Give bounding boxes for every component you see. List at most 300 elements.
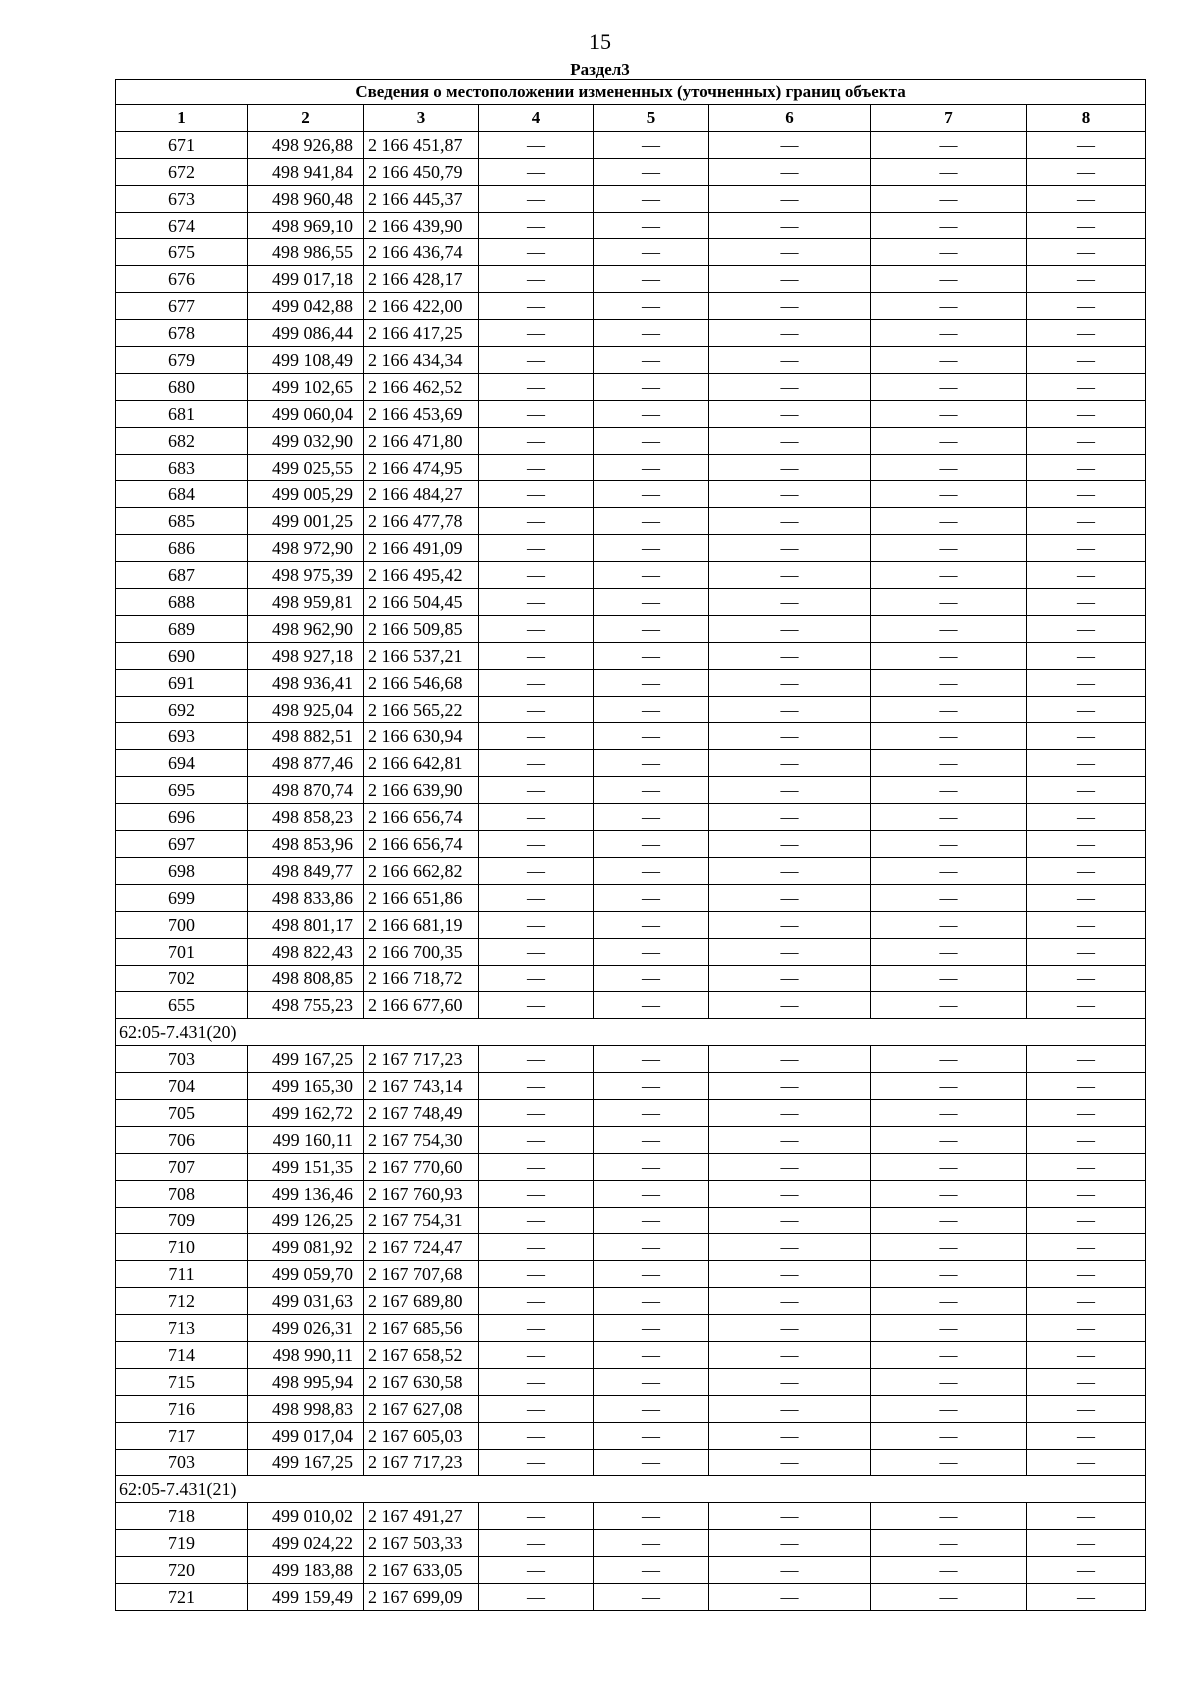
point-number: 709 — [116, 1207, 248, 1234]
empty-value-cell: — — [709, 454, 871, 481]
empty-value-cell: — — [1027, 642, 1146, 669]
empty-value-cell: — — [594, 938, 709, 965]
empty-value-cell: — — [871, 266, 1027, 293]
empty-value-cell: — — [871, 723, 1027, 750]
empty-value-cell: — — [871, 347, 1027, 374]
y-coordinate: 2 167 689,80 — [364, 1288, 479, 1315]
empty-value-cell: — — [594, 911, 709, 938]
x-coordinate: 499 162,72 — [248, 1099, 364, 1126]
empty-value-cell: — — [871, 589, 1027, 616]
table-row — [116, 831, 1146, 858]
empty-value-cell: — — [479, 293, 594, 320]
empty-value-cell: — — [871, 615, 1027, 642]
empty-value-cell: — — [871, 212, 1027, 239]
empty-value-cell: — — [709, 723, 871, 750]
empty-value-cell: — — [479, 1288, 594, 1315]
column-number: 2 — [248, 105, 364, 132]
empty-value-cell: — — [871, 158, 1027, 185]
empty-value-cell: — — [1027, 1288, 1146, 1315]
y-coordinate: 2 166 484,27 — [364, 481, 479, 508]
empty-value-cell: — — [594, 1180, 709, 1207]
column-number: 8 — [1027, 105, 1146, 132]
point-number: 703 — [116, 1449, 248, 1476]
empty-value-cell: — — [871, 884, 1027, 911]
empty-value-cell: — — [871, 696, 1027, 723]
column-number: 6 — [709, 105, 871, 132]
empty-value-cell: — — [871, 131, 1027, 158]
empty-value-cell: — — [479, 347, 594, 374]
empty-value-cell: — — [594, 669, 709, 696]
empty-value-cell: — — [709, 293, 871, 320]
point-number: 704 — [116, 1073, 248, 1100]
empty-value-cell: — — [1027, 1422, 1146, 1449]
table-row — [116, 562, 1146, 589]
y-coordinate: 2 166 428,17 — [364, 266, 479, 293]
x-coordinate: 499 032,90 — [248, 427, 364, 454]
y-coordinate: 2 167 491,27 — [364, 1503, 479, 1530]
empty-value-cell: — — [871, 400, 1027, 427]
point-number: 684 — [116, 481, 248, 508]
empty-value-cell: — — [709, 1503, 871, 1530]
empty-value-cell: — — [594, 884, 709, 911]
empty-value-cell: — — [479, 1180, 594, 1207]
empty-value-cell: — — [1027, 1449, 1146, 1476]
empty-value-cell: — — [871, 1341, 1027, 1368]
empty-value-cell: — — [709, 642, 871, 669]
table-row — [116, 427, 1146, 454]
table-row — [116, 884, 1146, 911]
empty-value-cell: — — [1027, 320, 1146, 347]
empty-value-cell: — — [479, 1583, 594, 1610]
empty-value-cell: — — [709, 669, 871, 696]
empty-value-cell: — — [479, 266, 594, 293]
y-coordinate: 2 166 471,80 — [364, 427, 479, 454]
column-number: 3 — [364, 105, 479, 132]
y-coordinate: 2 166 656,74 — [364, 831, 479, 858]
empty-value-cell: — — [594, 1368, 709, 1395]
column-number-row — [116, 105, 1146, 132]
empty-value-cell: — — [871, 535, 1027, 562]
empty-value-cell: — — [1027, 723, 1146, 750]
empty-value-cell: — — [871, 562, 1027, 589]
table-row — [116, 212, 1146, 239]
empty-value-cell: — — [709, 508, 871, 535]
table-row — [116, 1180, 1146, 1207]
empty-value-cell: — — [1027, 1261, 1146, 1288]
table-row — [116, 804, 1146, 831]
y-coordinate: 2 167 724,47 — [364, 1234, 479, 1261]
empty-value-cell: — — [871, 1395, 1027, 1422]
x-coordinate: 498 926,88 — [248, 131, 364, 158]
x-coordinate: 499 017,04 — [248, 1422, 364, 1449]
empty-value-cell: — — [871, 185, 1027, 212]
empty-value-cell: — — [479, 804, 594, 831]
x-coordinate: 499 081,92 — [248, 1234, 364, 1261]
empty-value-cell: — — [479, 938, 594, 965]
empty-value-cell: — — [594, 1099, 709, 1126]
empty-value-cell: — — [709, 1153, 871, 1180]
y-coordinate: 2 166 718,72 — [364, 965, 479, 992]
empty-value-cell: — — [594, 131, 709, 158]
table-title: Сведения о местоположении измененных (уточненных) границ объекта — [116, 80, 1146, 105]
y-coordinate: 2 167 685,56 — [364, 1315, 479, 1342]
empty-value-cell: — — [871, 965, 1027, 992]
x-coordinate: 499 136,46 — [248, 1180, 364, 1207]
point-number: 713 — [116, 1315, 248, 1342]
empty-value-cell: — — [709, 266, 871, 293]
empty-value-cell: — — [1027, 965, 1146, 992]
empty-value-cell: — — [709, 884, 871, 911]
empty-value-cell: — — [479, 615, 594, 642]
empty-value-cell: — — [1027, 1153, 1146, 1180]
x-coordinate: 499 183,88 — [248, 1557, 364, 1584]
empty-value-cell: — — [594, 831, 709, 858]
empty-value-cell: — — [1027, 508, 1146, 535]
empty-value-cell: — — [594, 857, 709, 884]
x-coordinate: 499 165,30 — [248, 1073, 364, 1100]
point-number: 715 — [116, 1368, 248, 1395]
point-number: 655 — [116, 992, 248, 1019]
table-row — [116, 1530, 1146, 1557]
y-coordinate: 2 167 760,93 — [364, 1180, 479, 1207]
empty-value-cell: — — [709, 992, 871, 1019]
empty-value-cell: — — [479, 1046, 594, 1073]
empty-value-cell: — — [709, 911, 871, 938]
empty-value-cell: — — [479, 1261, 594, 1288]
empty-value-cell: — — [709, 212, 871, 239]
point-number: 721 — [116, 1583, 248, 1610]
point-number: 706 — [116, 1126, 248, 1153]
table-row — [116, 1153, 1146, 1180]
point-number: 697 — [116, 831, 248, 858]
table-row — [116, 1422, 1146, 1449]
table-row — [116, 938, 1146, 965]
empty-value-cell: — — [479, 589, 594, 616]
empty-value-cell: — — [479, 1234, 594, 1261]
empty-value-cell: — — [594, 400, 709, 427]
empty-value-cell: — — [594, 1288, 709, 1315]
y-coordinate: 2 166 436,74 — [364, 239, 479, 266]
y-coordinate: 2 166 681,19 — [364, 911, 479, 938]
empty-value-cell: — — [1027, 400, 1146, 427]
empty-value-cell: — — [594, 212, 709, 239]
point-number: 680 — [116, 373, 248, 400]
x-coordinate: 499 001,25 — [248, 508, 364, 535]
y-coordinate: 2 167 605,03 — [364, 1422, 479, 1449]
empty-value-cell: — — [1027, 669, 1146, 696]
empty-value-cell: — — [1027, 266, 1146, 293]
empty-value-cell: — — [1027, 1557, 1146, 1584]
empty-value-cell: — — [871, 373, 1027, 400]
empty-value-cell: — — [871, 293, 1027, 320]
empty-value-cell: — — [709, 857, 871, 884]
empty-value-cell: — — [871, 1099, 1027, 1126]
x-coordinate: 498 972,90 — [248, 535, 364, 562]
empty-value-cell: — — [594, 508, 709, 535]
point-number: 716 — [116, 1395, 248, 1422]
empty-value-cell: — — [594, 427, 709, 454]
y-coordinate: 2 167 717,23 — [364, 1449, 479, 1476]
table-row — [116, 400, 1146, 427]
x-coordinate: 498 882,51 — [248, 723, 364, 750]
empty-value-cell: — — [709, 1099, 871, 1126]
y-coordinate: 2 166 642,81 — [364, 750, 479, 777]
y-coordinate: 2 166 630,94 — [364, 723, 479, 750]
empty-value-cell: — — [871, 481, 1027, 508]
empty-value-cell: — — [1027, 481, 1146, 508]
empty-value-cell: — — [479, 696, 594, 723]
point-number: 701 — [116, 938, 248, 965]
empty-value-cell: — — [479, 642, 594, 669]
y-coordinate: 2 166 537,21 — [364, 642, 479, 669]
empty-value-cell: — — [1027, 1395, 1146, 1422]
column-number: 1 — [116, 105, 248, 132]
empty-value-cell: — — [871, 1422, 1027, 1449]
y-coordinate: 2 167 754,31 — [364, 1207, 479, 1234]
empty-value-cell: — — [479, 884, 594, 911]
empty-value-cell: — — [594, 642, 709, 669]
empty-value-cell: — — [1027, 1046, 1146, 1073]
empty-value-cell: — — [709, 777, 871, 804]
table-row — [116, 1126, 1146, 1153]
point-number: 690 — [116, 642, 248, 669]
y-coordinate: 2 166 495,42 — [364, 562, 479, 589]
point-number: 671 — [116, 131, 248, 158]
empty-value-cell: — — [871, 508, 1027, 535]
empty-value-cell: — — [1027, 1368, 1146, 1395]
point-number: 691 — [116, 669, 248, 696]
empty-value-cell: — — [479, 1395, 594, 1422]
group-label: 62:05-7.431(20) — [116, 1019, 1146, 1046]
x-coordinate: 498 858,23 — [248, 804, 364, 831]
empty-value-cell: — — [594, 1395, 709, 1422]
empty-value-cell: — — [594, 266, 709, 293]
y-coordinate: 2 166 565,22 — [364, 696, 479, 723]
empty-value-cell: — — [871, 1261, 1027, 1288]
empty-value-cell: — — [479, 508, 594, 535]
table-row — [116, 1261, 1146, 1288]
table-row — [116, 266, 1146, 293]
table-row — [116, 857, 1146, 884]
empty-value-cell: — — [594, 804, 709, 831]
empty-value-cell: — — [709, 1341, 871, 1368]
point-number: 677 — [116, 293, 248, 320]
x-coordinate: 499 026,31 — [248, 1315, 364, 1342]
group-header-row — [116, 1476, 1146, 1503]
empty-value-cell: — — [479, 965, 594, 992]
point-number: 714 — [116, 1341, 248, 1368]
point-number: 700 — [116, 911, 248, 938]
empty-value-cell: — — [871, 1180, 1027, 1207]
empty-value-cell: — — [479, 831, 594, 858]
empty-value-cell: — — [709, 1126, 871, 1153]
y-coordinate: 2 167 770,60 — [364, 1153, 479, 1180]
empty-value-cell: — — [709, 1557, 871, 1584]
empty-value-cell: — — [479, 158, 594, 185]
x-coordinate: 498 962,90 — [248, 615, 364, 642]
point-number: 712 — [116, 1288, 248, 1315]
empty-value-cell: — — [1027, 804, 1146, 831]
y-coordinate: 2 167 503,33 — [364, 1530, 479, 1557]
empty-value-cell: — — [594, 1207, 709, 1234]
empty-value-cell: — — [709, 1530, 871, 1557]
empty-value-cell: — — [871, 750, 1027, 777]
empty-value-cell: — — [479, 373, 594, 400]
empty-value-cell: — — [709, 1046, 871, 1073]
table-row — [116, 965, 1146, 992]
empty-value-cell: — — [594, 1153, 709, 1180]
column-number: 5 — [594, 105, 709, 132]
point-number: 710 — [116, 1234, 248, 1261]
empty-value-cell: — — [709, 696, 871, 723]
empty-value-cell: — — [709, 1449, 871, 1476]
empty-value-cell: — — [479, 481, 594, 508]
y-coordinate: 2 167 633,05 — [364, 1557, 479, 1584]
empty-value-cell: — — [709, 185, 871, 212]
y-coordinate: 2 167 754,30 — [364, 1126, 479, 1153]
empty-value-cell: — — [594, 1583, 709, 1610]
table-row — [116, 239, 1146, 266]
y-coordinate: 2 166 509,85 — [364, 615, 479, 642]
empty-value-cell: — — [709, 1422, 871, 1449]
x-coordinate: 499 160,11 — [248, 1126, 364, 1153]
empty-value-cell: — — [1027, 884, 1146, 911]
y-coordinate: 2 166 417,25 — [364, 320, 479, 347]
y-coordinate: 2 166 451,87 — [364, 131, 479, 158]
empty-value-cell: — — [1027, 615, 1146, 642]
empty-value-cell: — — [1027, 212, 1146, 239]
empty-value-cell: — — [709, 804, 871, 831]
empty-value-cell: — — [709, 1207, 871, 1234]
table-row — [116, 481, 1146, 508]
empty-value-cell: — — [594, 239, 709, 266]
empty-value-cell: — — [871, 804, 1027, 831]
empty-value-cell: — — [479, 669, 594, 696]
y-coordinate: 2 166 700,35 — [364, 938, 479, 965]
empty-value-cell: — — [871, 1530, 1027, 1557]
point-number: 719 — [116, 1530, 248, 1557]
empty-value-cell: — — [709, 1073, 871, 1100]
empty-value-cell: — — [709, 158, 871, 185]
x-coordinate: 499 126,25 — [248, 1207, 364, 1234]
empty-value-cell: — — [594, 1234, 709, 1261]
table-row — [116, 696, 1146, 723]
empty-value-cell: — — [709, 1180, 871, 1207]
empty-value-cell: — — [479, 1422, 594, 1449]
point-number: 699 — [116, 884, 248, 911]
empty-value-cell: — — [479, 1099, 594, 1126]
table-row — [116, 293, 1146, 320]
empty-value-cell: — — [479, 1530, 594, 1557]
empty-value-cell: — — [479, 320, 594, 347]
table-row — [116, 320, 1146, 347]
empty-value-cell: — — [709, 1315, 871, 1342]
table-row — [116, 777, 1146, 804]
point-number: 676 — [116, 266, 248, 293]
empty-value-cell: — — [709, 938, 871, 965]
empty-value-cell: — — [594, 965, 709, 992]
empty-value-cell: — — [479, 1557, 594, 1584]
empty-value-cell: — — [479, 1368, 594, 1395]
point-number: 694 — [116, 750, 248, 777]
empty-value-cell: — — [1027, 1073, 1146, 1100]
empty-value-cell: — — [1027, 373, 1146, 400]
empty-value-cell: — — [479, 1207, 594, 1234]
point-number: 692 — [116, 696, 248, 723]
empty-value-cell: — — [594, 992, 709, 1019]
table-row — [116, 642, 1146, 669]
empty-value-cell: — — [594, 1422, 709, 1449]
empty-value-cell: — — [594, 1557, 709, 1584]
y-coordinate: 2 167 707,68 — [364, 1261, 479, 1288]
empty-value-cell: — — [871, 1449, 1027, 1476]
x-coordinate: 498 986,55 — [248, 239, 364, 266]
empty-value-cell: — — [871, 1315, 1027, 1342]
table-row — [116, 615, 1146, 642]
empty-value-cell: — — [479, 454, 594, 481]
empty-value-cell: — — [871, 831, 1027, 858]
point-number: 698 — [116, 857, 248, 884]
table-row — [116, 1368, 1146, 1395]
empty-value-cell: — — [479, 212, 594, 239]
empty-value-cell: — — [709, 1368, 871, 1395]
empty-value-cell: — — [479, 562, 594, 589]
table-row — [116, 185, 1146, 212]
empty-value-cell: — — [1027, 1315, 1146, 1342]
empty-value-cell: — — [1027, 911, 1146, 938]
x-coordinate: 498 941,84 — [248, 158, 364, 185]
empty-value-cell: — — [871, 1073, 1027, 1100]
empty-value-cell: — — [709, 427, 871, 454]
y-coordinate: 2 166 662,82 — [364, 857, 479, 884]
point-number: 686 — [116, 535, 248, 562]
x-coordinate: 498 975,39 — [248, 562, 364, 589]
x-coordinate: 498 925,04 — [248, 696, 364, 723]
empty-value-cell: — — [709, 347, 871, 374]
point-number: 689 — [116, 615, 248, 642]
coordinates-table — [115, 79, 1146, 1611]
x-coordinate: 499 024,22 — [248, 1530, 364, 1557]
y-coordinate: 2 166 677,60 — [364, 992, 479, 1019]
empty-value-cell: — — [1027, 293, 1146, 320]
y-coordinate: 2 166 462,52 — [364, 373, 479, 400]
empty-value-cell: — — [594, 158, 709, 185]
table-row — [116, 1099, 1146, 1126]
empty-value-cell: — — [479, 1449, 594, 1476]
y-coordinate: 2 166 474,95 — [364, 454, 479, 481]
empty-value-cell: — — [594, 185, 709, 212]
x-coordinate: 499 167,25 — [248, 1046, 364, 1073]
point-number: 683 — [116, 454, 248, 481]
x-coordinate: 499 059,70 — [248, 1261, 364, 1288]
x-coordinate: 498 969,10 — [248, 212, 364, 239]
x-coordinate: 499 042,88 — [248, 293, 364, 320]
empty-value-cell: — — [709, 481, 871, 508]
table-row — [116, 1207, 1146, 1234]
empty-value-cell: — — [1027, 831, 1146, 858]
empty-value-cell: — — [709, 750, 871, 777]
point-number: 696 — [116, 804, 248, 831]
x-coordinate: 499 010,02 — [248, 1503, 364, 1530]
empty-value-cell: — — [709, 131, 871, 158]
point-number: 708 — [116, 1180, 248, 1207]
empty-value-cell: — — [1027, 1180, 1146, 1207]
empty-value-cell: — — [479, 777, 594, 804]
y-coordinate: 2 167 717,23 — [364, 1046, 479, 1073]
empty-value-cell: — — [1027, 239, 1146, 266]
table-row — [116, 535, 1146, 562]
empty-value-cell: — — [1027, 1207, 1146, 1234]
